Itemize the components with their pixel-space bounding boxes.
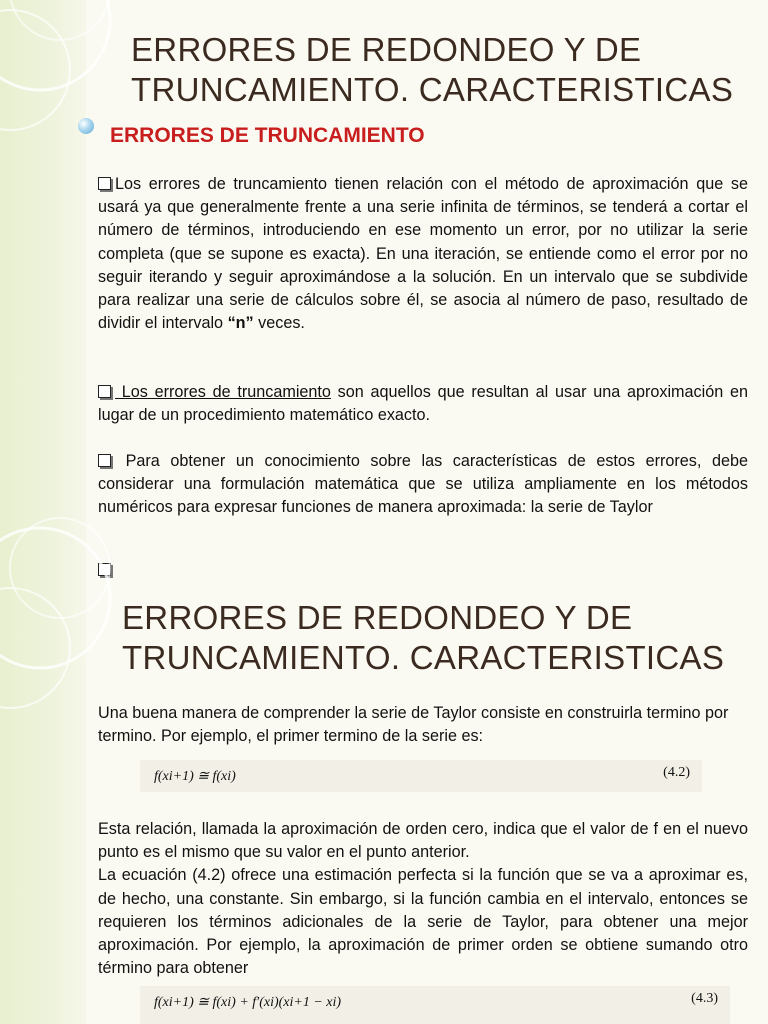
paragraph-1-end: veces. xyxy=(253,314,305,333)
paragraph-2 xyxy=(98,818,748,980)
formula-4-2-expression: f(xi+1) ≅ f(xi) xyxy=(154,769,236,784)
decorative-strip xyxy=(0,578,86,1024)
title-line-1: ERRORES DE REDONDEO Y DE xyxy=(122,599,633,636)
section-subtitle: ERRORES DE TRUNCAMIENTO xyxy=(110,124,425,147)
checkbox-bullet-icon xyxy=(98,177,111,190)
bullet-orb-icon xyxy=(78,118,94,134)
paragraph-2 xyxy=(98,381,748,427)
formula-4-2-number: (4.2) xyxy=(663,765,690,780)
title-line-2: TRUNCAMIENTO. CARACTERISTICAS xyxy=(131,71,734,108)
formula-4-3 xyxy=(140,986,730,1024)
checkbox-bullet-icon xyxy=(98,454,111,467)
title-line-2: TRUNCAMIENTO. CARACTERISTICAS xyxy=(122,639,725,676)
checkbox-bullet-icon xyxy=(98,385,111,398)
paragraph-2-text: Esta relación, llamada la aproximación de orden cero, indica que el valor de f en el nuevo punto es el mismo que su valor en el punto anterior. xyxy=(98,820,748,862)
paragraph-2-underlined: Los errores de truncamiento xyxy=(115,383,331,401)
slide-title xyxy=(122,598,724,678)
decorative-strip xyxy=(0,0,86,578)
slide-title xyxy=(131,30,733,110)
slide-2 xyxy=(0,578,768,1024)
paragraph-3-text: Para obtener un conocimiento sobre las características de estos errores, debe considerar una formulación matemática que se utiliza ampliamente en los métodos numéricos para expresar funciones de manera aproximada: la serie de Taylor xyxy=(98,452,748,517)
paragraph-3-text: La ecuación (4.2) ofrece una estimación perfecta si la función que se va a aproximar es, de hecho, una constante. Sin embargo, si la función cambia en el intervalo, entonces se requieren los términos adicionales de la serie de Taylor, para obtener una mejor aproximación. Por ejemplo, la aproximación de primer orden se obtiene sumando otro término para obtener xyxy=(98,866,748,978)
paragraph-3 xyxy=(98,450,748,520)
formula-4-3-expression: f(xi+1) ≅ f(xi) + f′(xi)(xi+1 − xi) xyxy=(154,995,342,1010)
paragraph-1: Una buena manera de comprender la serie de Taylor consiste en construirla termino por termino. Por ejemplo, el primer termino de la serie es: xyxy=(98,704,729,746)
paragraph-1-bold: “n” xyxy=(227,314,254,333)
paragraph-2-text: son aquellos que resultan al usar una aproximación en lugar de un procedimiento matemático exacto. xyxy=(98,383,748,425)
paragraph-1-text: Los errores de truncamiento tienen relación con el método de aproximación que se usará ya que generalmente frente a una serie infinita de términos, se tenderá a cortar el número de términos, introduciendo en ese momento un error, por no utilizar la serie completa (que se supone es exacta). En una iteración, se entiende como el error por no seguir iterando y seguir aproximándose a la solución. En un intervalo que se subdivide para realizar una serie de cálculos sobre él, se asocia al número de paso, resultado de dividir el intervalo xyxy=(98,175,748,333)
paragraph-1 xyxy=(98,173,748,335)
formula-4-3-number: (4.3) xyxy=(691,991,718,1006)
title-line-1: ERRORES DE REDONDEO Y DE xyxy=(131,31,642,68)
formula-4-2 xyxy=(140,760,702,792)
paragraph-4-clipped xyxy=(98,560,748,576)
